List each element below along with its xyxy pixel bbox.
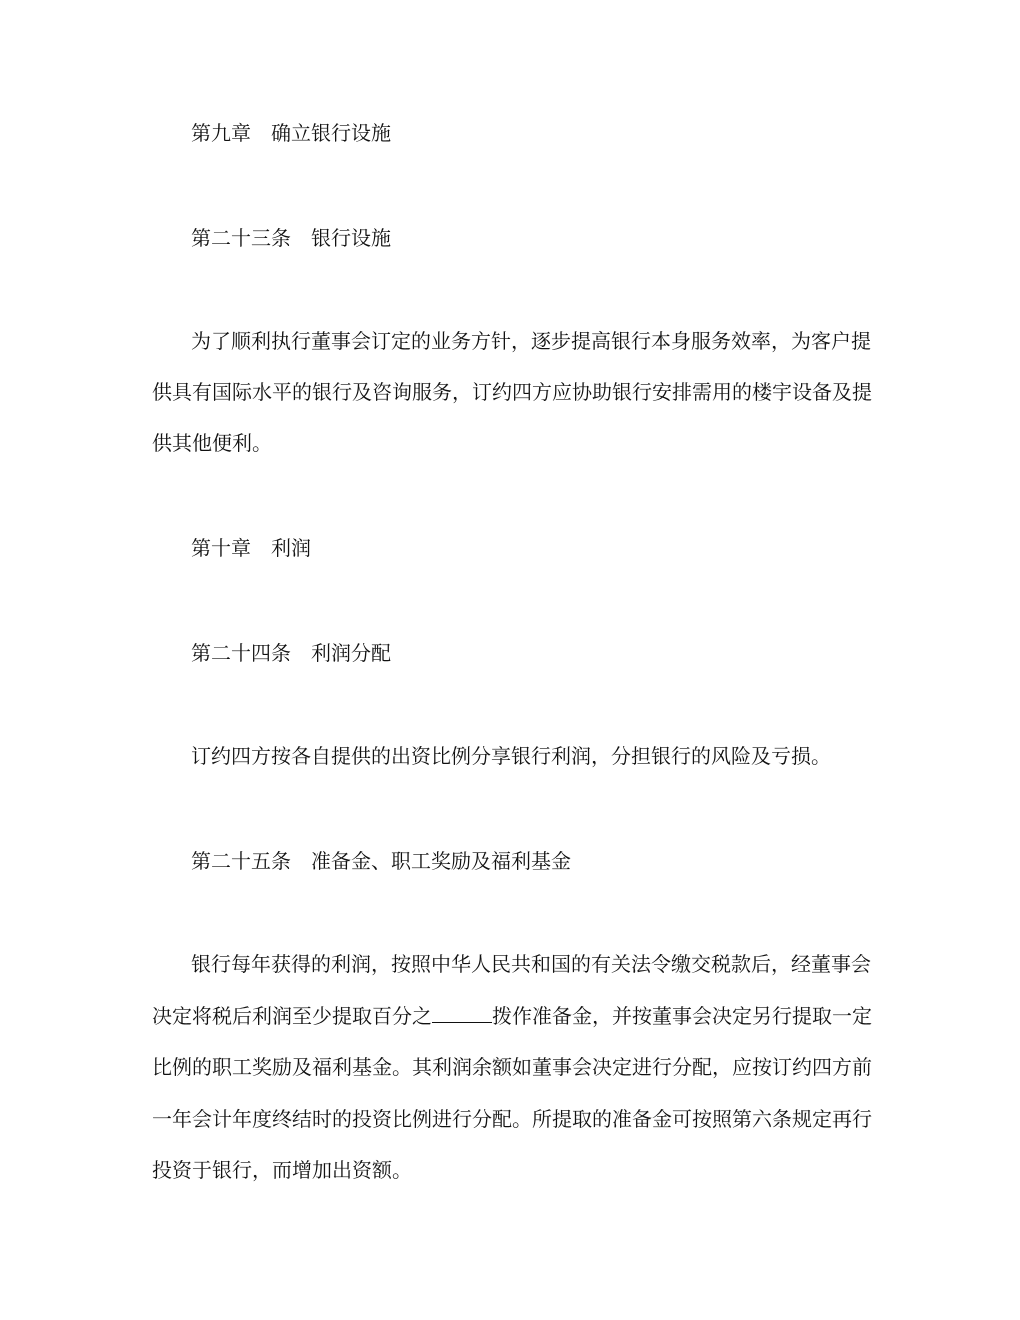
article-25-body-line-2 [152, 1003, 872, 1029]
article-25-body-line-1: 银行每年获得的利润，按照中华人民共和国的有关法令缴交税款后，经董事会 [191, 952, 871, 976]
article-25-heading: 第二十五条 准备金、职工奖励及福利基金 [191, 849, 571, 873]
article-24-heading: 第二十四条 利润分配 [191, 641, 391, 665]
article-25-body-line-5: 投资于银行，而增加出资额。 [152, 1158, 412, 1182]
article-24-body: 订约四方按各自提供的出资比例分享银行利润，分担银行的风险及亏损。 [191, 744, 831, 768]
article-25-body-line-2-end: 拨作准备金，并按董事会决定另行提取一定 [492, 1004, 872, 1028]
article-23-body-line-1: 为了顺利执行董事会订定的业务方针，逐步提高银行本身服务效率，为客户提 [191, 329, 871, 353]
article-23-heading: 第二十三条 银行设施 [191, 226, 391, 250]
chapter-9-heading: 第九章 确立银行设施 [191, 121, 391, 145]
article-25-body-line-2-start: 决定将税后利润至少提取百分之 [152, 1004, 432, 1028]
article-25-body-line-3: 比例的职工奖励及福利基金。其利润余额如董事会决定进行分配，应按订约四方前 [152, 1055, 872, 1079]
article-25-body-line-4: 一年会计年度终结时的投资比例进行分配。所提取的准备金可按照第六条规定再行 [152, 1107, 872, 1131]
chapter-10-heading: 第十章 利润 [191, 536, 311, 560]
percentage-fill-in-blank [432, 1004, 492, 1023]
article-23-body-line-3: 供其他便利。 [152, 431, 272, 455]
article-23-body-line-2: 供具有国际水平的银行及咨询服务，订约四方应协助银行安排需用的楼宇设备及提 [152, 380, 872, 404]
